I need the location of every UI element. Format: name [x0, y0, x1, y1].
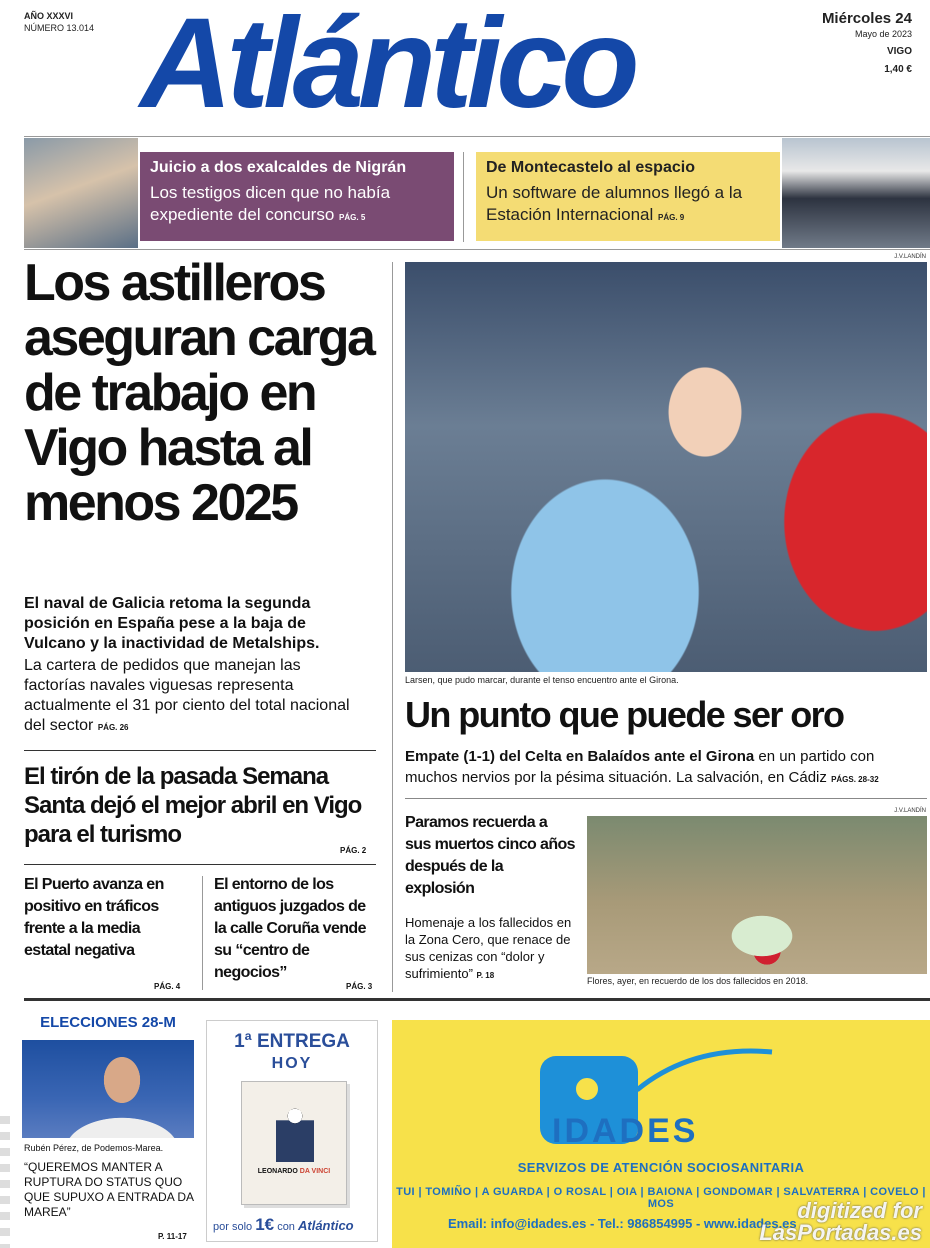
page-ref: PÁG. 2: [340, 846, 367, 855]
ad-subtitle: HOY: [271, 1055, 313, 1072]
column-divider: [392, 262, 393, 992]
ad-towns: TUI | TOMIÑO | A GUARDA | O ROSAL | OIA | BAIONA | GONDOMAR | SALVATERRA | COVELO | MOS: [396, 1186, 926, 1210]
year-label: AÑO XXXVI: [24, 11, 74, 21]
divider: [463, 152, 464, 242]
issue-number: NÚMERO 13.014: [24, 23, 95, 33]
memorial-photo[interactable]: [587, 816, 927, 974]
divider: [24, 750, 376, 751]
ad-price: 1€: [255, 1215, 275, 1234]
main-headline[interactable]: Los astilleros aseguran carga de trabajo en Vigo hasta al menos 2025: [24, 254, 374, 532]
candidate-caption: Rubén Pérez, de Podemos-Marea.: [24, 1143, 164, 1153]
memorial-caption: Flores, ayer, en recuerdo de los dos fallecidos en 2018.: [587, 976, 809, 986]
cover-price: 1,40 €: [884, 64, 912, 75]
page-ref: PÁG. 3: [346, 982, 373, 991]
date-day: Miércoles 24: [821, 10, 912, 27]
courts-headline[interactable]: El entorno de los antiguos juzgados de la calle Coruña vende su “centro de negocios”: [214, 876, 366, 981]
football-photo[interactable]: [405, 262, 927, 672]
section-divider: [24, 998, 930, 1001]
leonardo-book-ad[interactable]: [206, 1020, 378, 1242]
page-ref: P. 11-17: [158, 1232, 187, 1241]
divider: [24, 864, 376, 865]
newspaper-logo[interactable]: Atlántico: [140, 0, 634, 135]
football-caption: Larsen, que pudo marcar, durante el tenso encuentro ante el Girona.: [405, 675, 679, 685]
date-month-year: Mayo de 2023: [854, 29, 912, 39]
page-ref: P. 18: [476, 971, 495, 980]
ad-brand: Atlántico: [298, 1218, 354, 1233]
divider: [405, 798, 927, 799]
masthead-edition-info: [24, 10, 94, 34]
watermark: digitized for LasPortadas.es: [759, 1198, 922, 1245]
book-cover: [241, 1081, 347, 1205]
teaser-nigran[interactable]: [140, 152, 454, 241]
elections-label[interactable]: ELECCIONES 28-M: [40, 1014, 176, 1031]
photo-credit: J.V.LANDÍN: [894, 254, 926, 260]
main-lead-text: La cartera de pedidos que manejan las factorías navales viguesas representa actualmente el 31 por ciento del total nacional del sector PÁG. 26: [24, 657, 350, 734]
ad-brand-name: IDADES: [552, 1112, 699, 1150]
main-lead-bold: El naval de Galicia retoma la segunda posición en España pese a la baja de Vulcano y la inactividad de Metalships.: [24, 595, 320, 652]
page-ref: PÁG. 5: [339, 213, 366, 222]
football-lead: Empate (1-1) del Celta en Balaídos ante el Girona en un partido con muchos nervios por la pésima situación. La salvación, en Cádiz PÁGS. 28-32: [405, 748, 879, 786]
masthead-date-info: [822, 10, 912, 76]
ad-title: 1ª ENTREGA: [234, 1031, 350, 1052]
page-ref: PÁG. 26: [97, 723, 129, 732]
teaser-text: Los testigos dicen que no había expediente del concurso PÁG. 5: [150, 183, 391, 224]
arc-icon: [632, 1040, 782, 1100]
page-ref: PÁG. 4: [154, 982, 181, 991]
paramos-headline[interactable]: Paramos recuerda a sus muertos cinco años después de la explosión: [405, 814, 575, 897]
teaser-title: De Montecastelo al espacio: [486, 159, 695, 176]
paramos-text: Homenaje a los fallecidos en la Zona Cero, que renace de sus cenizas con “dolor y sufrimiento” P. 18: [405, 915, 572, 981]
photo-credit: J.V.LANDÍN: [894, 808, 926, 814]
port-headline[interactable]: El Puerto avanza en positivo en tráficos frente a la media estatal negativa: [24, 876, 164, 959]
teaser-photo-court[interactable]: [24, 138, 138, 248]
page-ref: PÁG. 9: [658, 213, 685, 222]
teaser-photo-students[interactable]: [782, 138, 930, 248]
divider: [24, 249, 930, 250]
leonardo-figure-icon: [276, 1102, 314, 1162]
candidate-photo[interactable]: [22, 1040, 194, 1138]
teaser-title: Juicio a dos exalcaldes de Nigrán: [150, 159, 407, 176]
edition-city: VIGO: [886, 46, 912, 57]
book-title: LEONARDO DA VINCI: [257, 1168, 331, 1175]
divider: [202, 876, 203, 990]
tourism-headline[interactable]: El tirón de la pasada Semana Santa dejó el mejor abril en Vigo para el turismo: [24, 763, 362, 848]
ad-contact[interactable]: Email: info@idades.es - Tel.: 986854995 - www.idades.es: [448, 1216, 797, 1231]
teaser-montecastelo[interactable]: [476, 152, 780, 241]
ad-tagline: SERVIZOS DE ATENCIÓN SOCIOSANITARIA: [517, 1160, 805, 1175]
page-edge: [0, 1108, 10, 1248]
idades-eye-icon: [570, 1072, 604, 1106]
football-headline[interactable]: Un punto que puede ser oro: [405, 694, 844, 735]
teaser-text: Un software de alumnos llegó a la Estación Internacional PÁG. 9: [486, 183, 743, 224]
page-ref: PÁGS. 28-32: [831, 775, 879, 784]
candidate-quote: “QUEREMOS MANTER A RUPTURA DO STATUS QUO QUE SUPUXO A ENTRADA DA MAREA”: [24, 1160, 194, 1219]
divider: [24, 136, 930, 137]
ad-price-line: por solo 1€ con Atlántico: [213, 1215, 354, 1234]
